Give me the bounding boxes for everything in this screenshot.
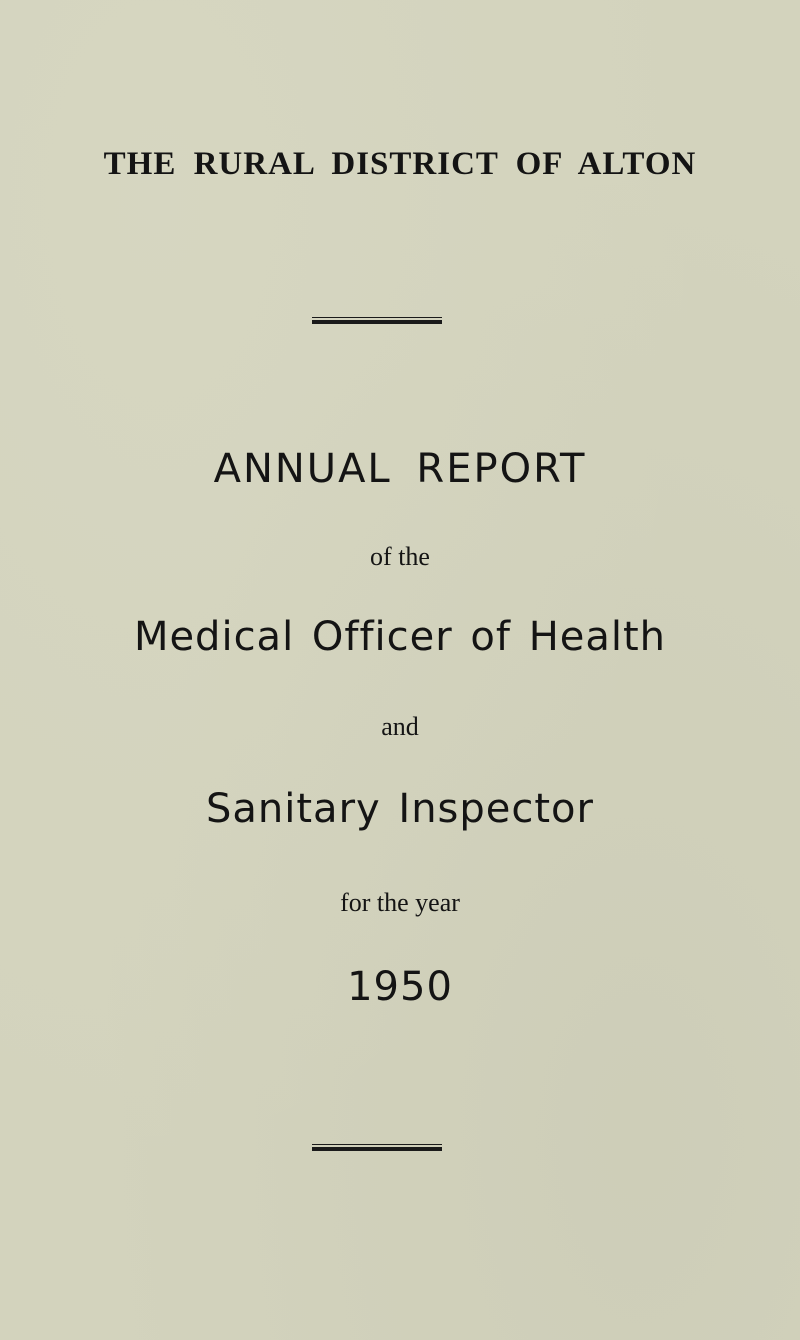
of-the-text: of the — [370, 542, 430, 571]
and-text: and — [381, 712, 419, 741]
top-double-rule — [312, 317, 442, 325]
inspector-title: Sanitary Inspector — [206, 786, 594, 832]
bottom-double-rule — [312, 1144, 442, 1152]
district-heading: THE RURAL DISTRICT OF ALTON — [103, 146, 697, 182]
officer-title: Medical Officer of Health — [133, 614, 667, 660]
report-year: 1950 — [347, 964, 453, 1010]
report-title: ANNUAL REPORT — [213, 446, 587, 492]
for-the-year-text: for the year — [340, 888, 460, 917]
